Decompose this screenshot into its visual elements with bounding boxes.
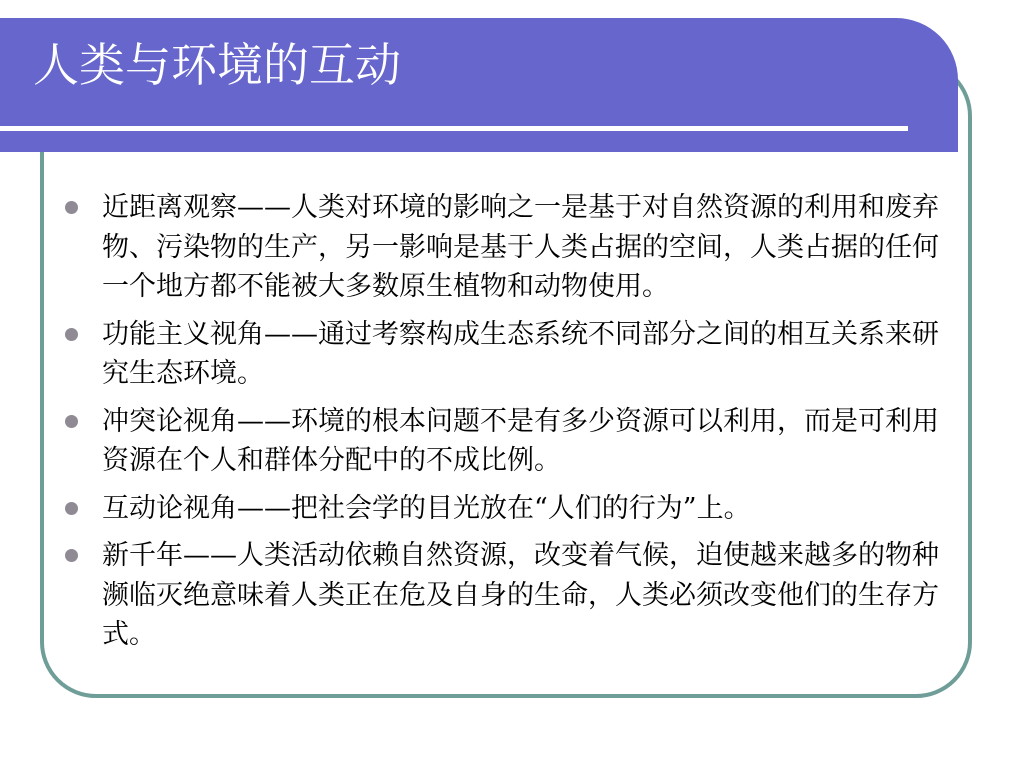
bullet-dot-icon xyxy=(65,502,78,515)
bullet-dot-icon xyxy=(65,415,78,428)
bullet-text: 功能主义视角——通过考察构成生态系统不同部分之间的相互关系来研究生态环境。 xyxy=(102,318,939,389)
bullet-text: 近距离观察——人类对环境的影响之一是基于对自然资源的利用和废弃物、污染物的生产，另一影响是基于人类占据的空间，人类占据的任何一个地方都不能被大多数原生植物和动物使用。 xyxy=(102,192,939,302)
bullet-text: 互动论视角——把社会学的目光放在“人们的行为”上。 xyxy=(102,492,751,524)
bullet-dot-icon xyxy=(65,201,78,214)
bullet-list xyxy=(62,188,962,663)
bullet-text: 冲突论视角——环境的根本问题不是有多少资源可以利用，而是可利用资源在个人和群体分配中的不成比例。 xyxy=(102,405,939,476)
title-underline xyxy=(0,126,908,131)
slide-title: 人类与环境的互动 xyxy=(33,38,401,92)
bullet-dot-icon xyxy=(65,549,78,562)
bullet-item xyxy=(62,315,962,394)
bullet-item xyxy=(62,536,962,655)
bullet-item xyxy=(62,402,962,481)
bullet-item xyxy=(62,188,962,307)
bullet-dot-icon xyxy=(65,328,78,341)
bullet-text: 新千年——人类活动依赖自然资源，改变着气候，迫使越来越多的物种濒临灭绝意味着人类正在危及自身的生命，人类必须改变他们的生存方式。 xyxy=(102,540,939,650)
bullet-item xyxy=(62,489,962,529)
